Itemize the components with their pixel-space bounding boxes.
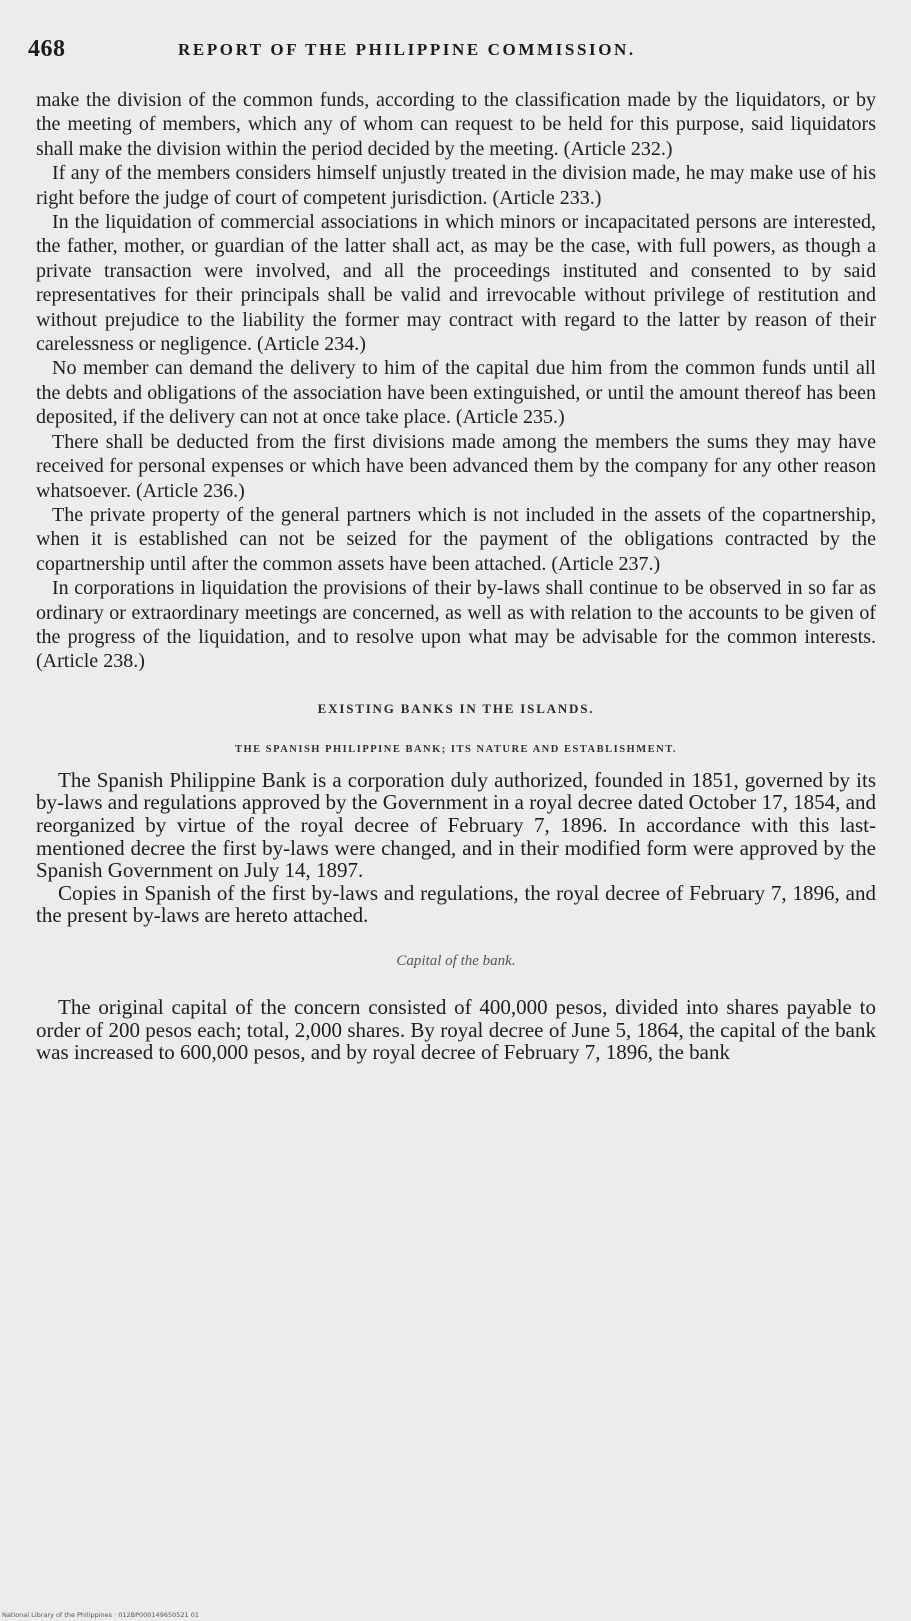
body-text <box>36 88 876 1064</box>
paragraph: There shall be deducted from the first divisions made among the members the sums they may have received for personal expenses or which have been advanced them by the company for any other reason whatsoever. (Article 236.) <box>36 430 876 502</box>
scan-footer: National Library of the Philippines · 012BP000149650521 01 <box>2 1611 199 1619</box>
bank-capital-section <box>36 996 876 1064</box>
paragraph: In corporations in liquidation the provisions of their by-laws shall continue to be observed in so far as ordinary or extraordinary meetings are concerned, as well as with relation to the accounts to be given of the progress of the liquidation, and to resolve upon what may be advisable for the common interests. (Article 238.) <box>36 577 876 673</box>
running-head <box>28 36 875 66</box>
page-number: 468 <box>28 36 66 62</box>
liquidation-section <box>36 88 876 674</box>
paragraph: The original capital of the concern consisted of 400,000 pesos, divided into shares payable to order of 200 pesos each; total, 2,000 shares. By royal decree of June 5, 1864, the capital of the bank was increased to 600,000 pesos, and by royal decree of February 7, 1896, the bank <box>36 994 876 1065</box>
paragraph: Copies in Spanish of the first by-laws and regulations, the royal decree of February 7, 1896, and the present by-laws are hereto attached. <box>36 880 876 928</box>
subsection-heading: THE SPANISH PHILIPPINE BANK; ITS NATURE AND ESTABLISHMENT. <box>234 743 678 755</box>
paragraph: No member can demand the delivery to him of the capital due him from the common funds until all the debts and obligations of the association have been extinguished, or until the amount thereof has been deposited, if the delivery can not at once take place. (Article 235.) <box>36 357 876 429</box>
paragraph: make the division of the common funds, according to the classification made by the liquidators, or by the meeting of members, which any of whom can request to be held for this purpose, said liquidators shall make the division within the period decided by the meeting. (Article 232.) <box>36 89 876 160</box>
paragraph: The Spanish Philippine Bank is a corporation duly authorized, founded in 1851, governed by its by-laws and regulations approved by the Government in a royal decree dated October 17, 1854, and reorganized by virtue of the royal decree of February 7, 1896. In accordance with this last-mentioned decree the first by-laws were changed, and in their modified form were approved by the Spanish Government on July 14, 1897. <box>36 767 876 883</box>
bank-nature-section <box>36 769 876 927</box>
paragraph: The private property of the general partners which is not included in the assets of the copartnership, when it is established can not be seized for the payment of the obligations contracted by the copartnership until after the common assets have been attached. (Article 237.) <box>36 503 876 575</box>
paragraph: If any of the members considers himself unjustly treated in the division made, he may make use of his right before the judge of court of competent jurisdiction. (Article 233.) <box>36 162 876 209</box>
section-heading: EXISTING BANKS IN THE ISLANDS. <box>317 700 595 716</box>
italic-subheading: Capital of the bank. <box>396 952 516 969</box>
running-head-title: REPORT OF THE PHILIPPINE COMMISSION. <box>178 40 636 59</box>
paragraph: In the liquidation of commercial associations in which minors or incapacitated persons are interested, the father, mother, or guardian of the latter shall act, as may be the case, with full powers, as though a private transaction were involved, and all the proceedings instituted and consented to by said representatives for their principals shall be valid and irrevocable without privilege of restitution and without prejudice to the liability the former may contract with regard to the latter by reason of their carelessness or negligence. (Article 234.) <box>36 211 876 356</box>
